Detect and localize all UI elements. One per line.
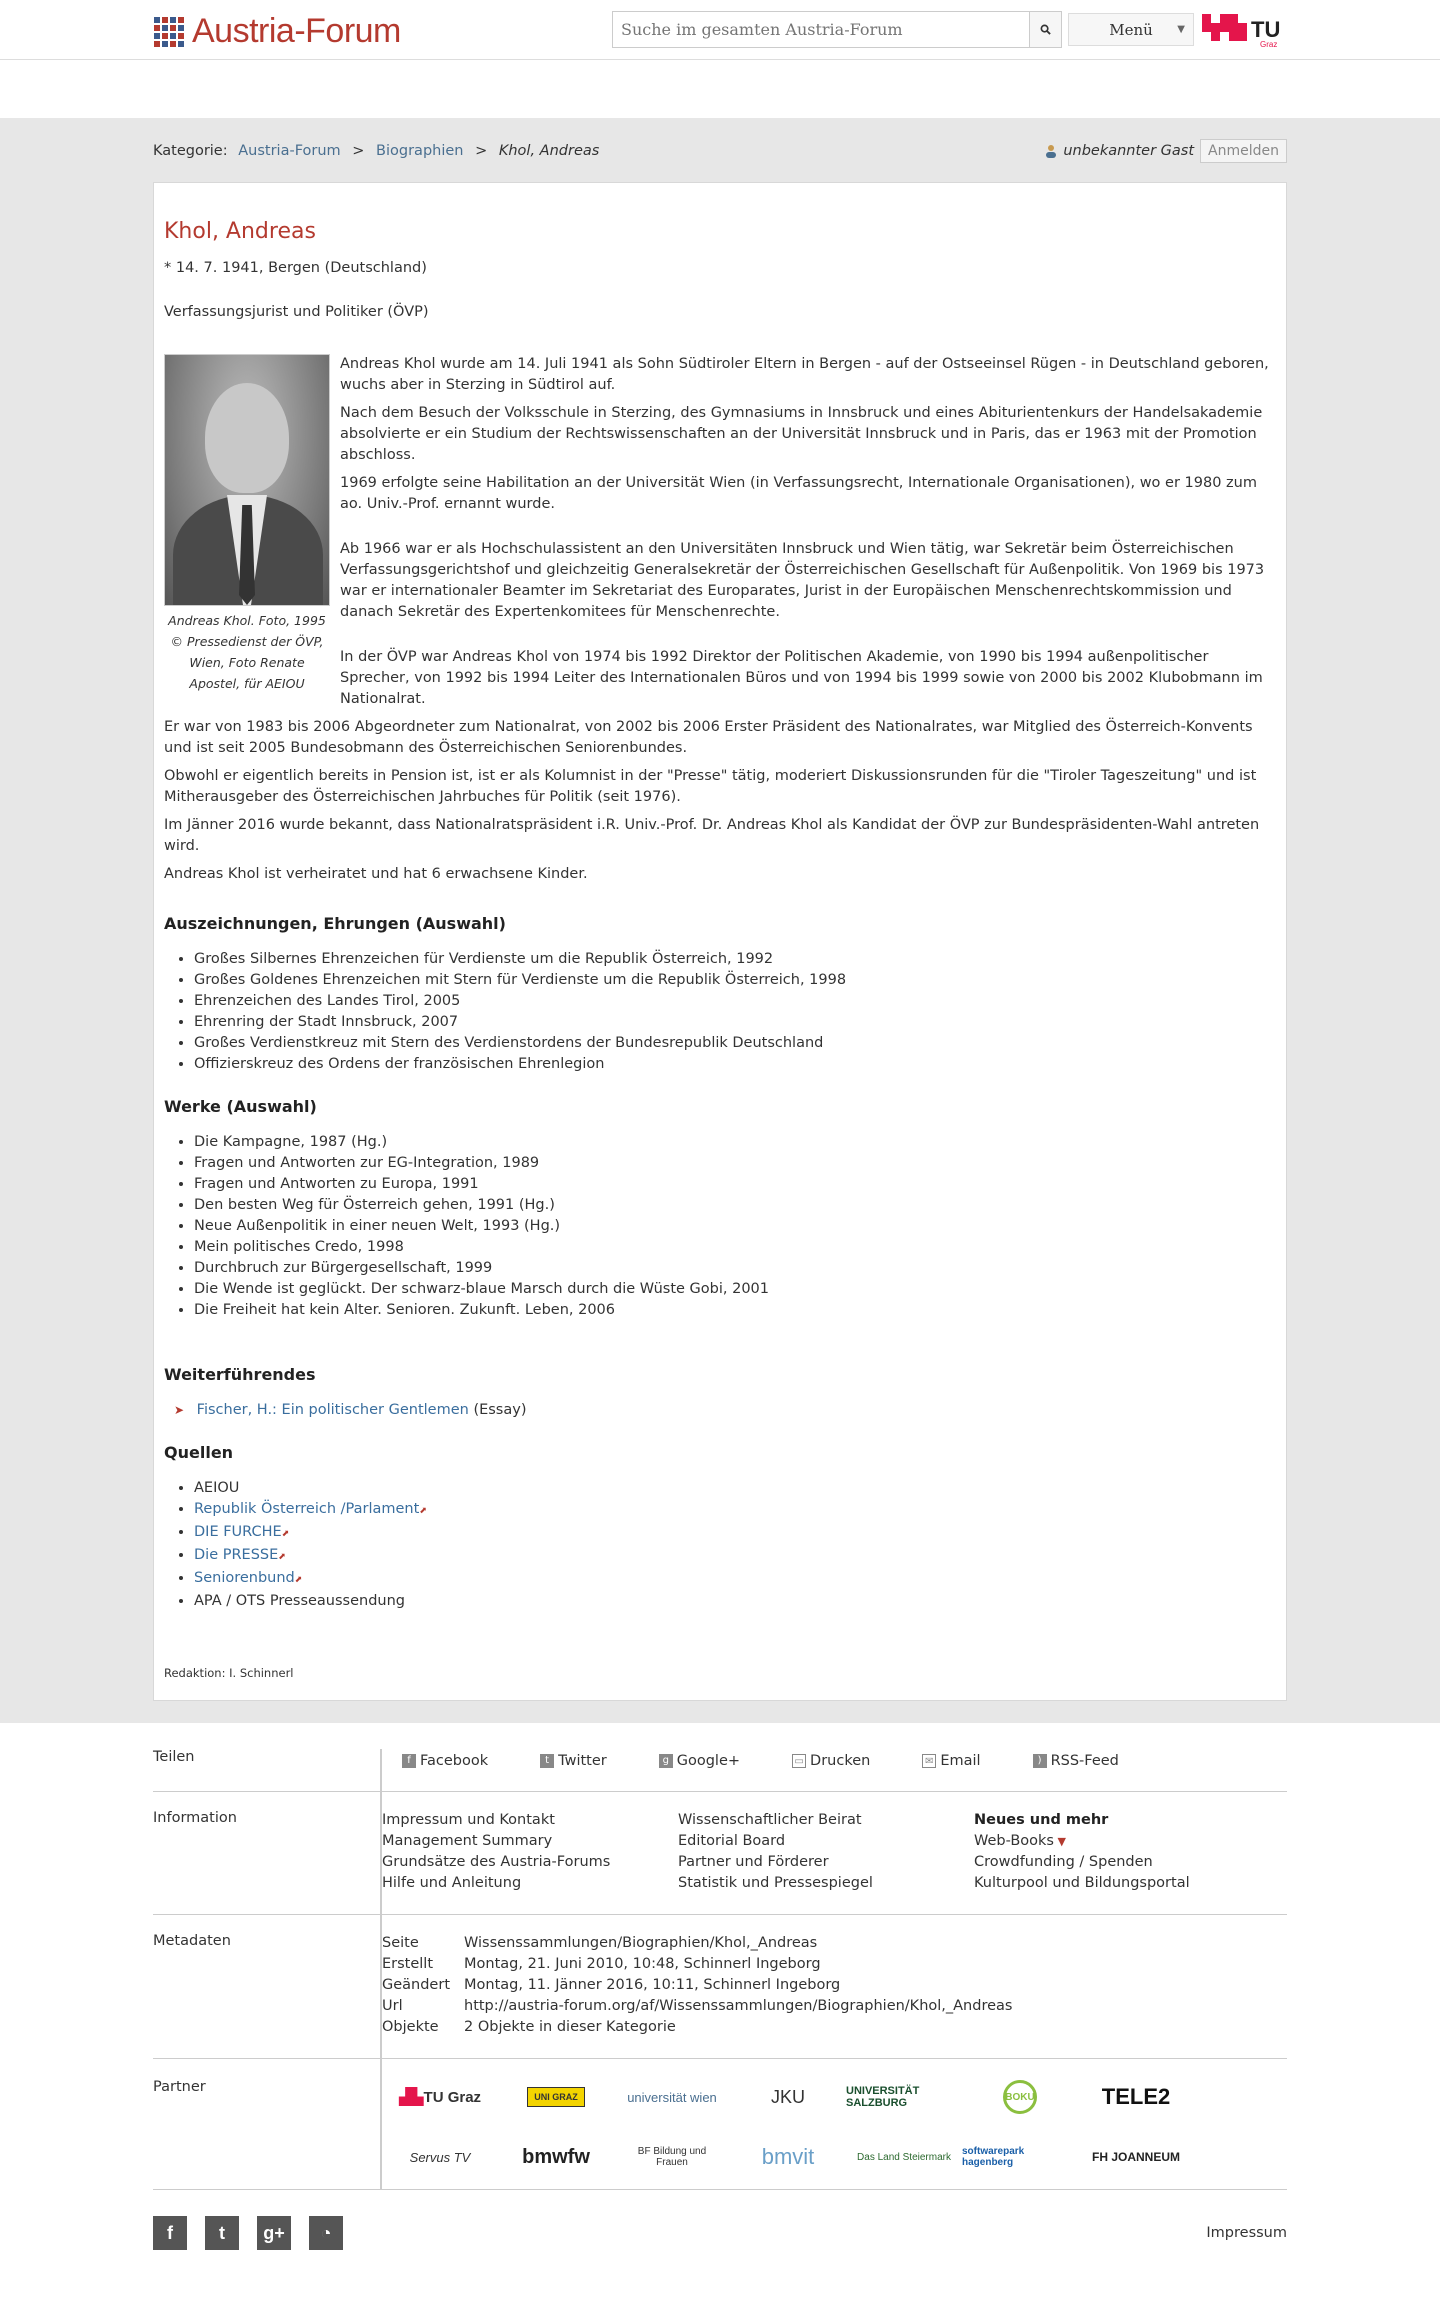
portrait-figure bbox=[164, 354, 330, 694]
sources-heading: Quellen bbox=[164, 1443, 234, 1462]
list-item: • Mein politisches Credo, 1998 bbox=[194, 1237, 1276, 1258]
table-row: Url http://austria-forum.org/af/Wissenssammlungen/Biographien/Khol,_Andreas bbox=[382, 1998, 1013, 2014]
partner-logo-fhjoanneum[interactable]: FH JOANNEUM bbox=[1091, 2150, 1180, 2164]
impressum-link[interactable]: Impressum bbox=[1206, 2225, 1287, 2241]
paragraph: In der ÖVP war Andreas Khol von 1974 bis 1992 Direktor der Politischen Akademie, von 1990 bis 1994 außenpolitischer Sprecher, von 1992 bis 1994 Leiter des Internationalen Büros und von 1994 bis 1999 sowie von 2000 bis 2002 Klubobmann im Nationalrat. bbox=[340, 649, 1263, 707]
info-label: Information bbox=[153, 1810, 237, 1826]
caption-line: © Pressedienst der ÖVP, Wien, Foto Renate Apostel, für AEIOU bbox=[170, 634, 324, 691]
footer-link[interactable]: Wissenschaftlicher Beirat bbox=[678, 1812, 862, 1828]
list-item: • Großes Verdienstkreuz mit Stern des Verdienstordens der Bundesrepublik Deutschland bbox=[194, 1033, 1276, 1054]
menu-button[interactable] bbox=[1068, 13, 1194, 46]
tu-blocks-icon bbox=[1202, 14, 1247, 41]
sources-list bbox=[194, 1478, 1276, 1612]
awards-heading: Auszeichnungen, Ehrungen (Auswahl) bbox=[164, 914, 506, 933]
meta-label: Metadaten bbox=[153, 1933, 231, 1949]
search-button[interactable] bbox=[1029, 12, 1061, 47]
info-row bbox=[153, 1792, 1287, 1915]
list-item bbox=[174, 1400, 1276, 1421]
list-item: • Neue Außenpolitik in einer neuen Welt, 1993 (Hg.) bbox=[194, 1216, 1276, 1237]
further-heading: Weiterführendes bbox=[164, 1365, 316, 1384]
list-item: • Fragen und Antworten zu Europa, 1991 bbox=[194, 1174, 1276, 1195]
partner-logos bbox=[380, 2059, 1287, 2189]
menu-label: Menü bbox=[1109, 20, 1153, 39]
logo-grid-icon bbox=[154, 17, 184, 47]
paragraph: 1969 erfolgte seine Habilitation an der Universität Wien (in Verfassungsrecht, Internationale Organisationen), wo er 1980 zum ao. Univ.-Prof. ernannt wurde. bbox=[340, 475, 1257, 512]
list-item: • Offizierskreuz des Ordens der französischen Ehrenlegion bbox=[194, 1054, 1276, 1075]
user-area bbox=[1045, 139, 1287, 163]
table-row: Objekte 2 Objekte in dieser Kategorie bbox=[382, 2019, 676, 2035]
list-item bbox=[194, 1522, 1276, 1545]
footer-link[interactable]: Management Summary bbox=[382, 1833, 553, 1849]
breadcrumb bbox=[153, 143, 599, 159]
partner-logo-unigraz[interactable]: UNI GRAZ bbox=[498, 2079, 614, 2115]
share-facebook[interactable]: f Facebook bbox=[402, 1753, 488, 1769]
article-body bbox=[164, 354, 1276, 892]
table-row: Geändert Montag, 11. Jänner 2016, 10:11, Schinnerl Ingeborg bbox=[382, 1977, 841, 1993]
logo-text: Austria-Forum bbox=[192, 12, 401, 50]
partner-logo-bmwfw[interactable]: bmwfw bbox=[522, 2145, 590, 2168]
footer-link[interactable]: Hilfe und Anleitung bbox=[382, 1875, 522, 1891]
meta-info bbox=[380, 1915, 1287, 2058]
search-icon bbox=[1040, 24, 1051, 35]
list-item: • Die Kampagne, 1987 (Hg.) bbox=[194, 1132, 1276, 1153]
share-print[interactable]: ▭ Drucken bbox=[792, 1753, 870, 1769]
list-item: • Die Wende ist geglückt. Der schwarz-blaue Marsch durch die Wüste Gobi, 2001 bbox=[194, 1279, 1276, 1300]
partner-logo-bmvit[interactable]: bmvit bbox=[761, 2144, 815, 2169]
external-link-icon: ⬈ bbox=[294, 1575, 303, 1585]
share-email[interactable]: ✉ Email bbox=[922, 1753, 980, 1769]
share-rss[interactable]: ) RSS-Feed bbox=[1033, 1753, 1119, 1769]
partner-logo-tugraz[interactable]: ▟▙ TU Graz bbox=[398, 2088, 482, 2106]
caption-line: Andreas Khol. Foto, 1995 bbox=[168, 613, 326, 628]
google-plus-icon: g bbox=[659, 1754, 673, 1768]
works-list bbox=[194, 1132, 1276, 1321]
footer bbox=[153, 1723, 1287, 2190]
portrait-caption bbox=[164, 610, 330, 694]
search-input[interactable] bbox=[613, 12, 1029, 47]
partner-logo-bmbf[interactable]: BF Bildung und Frauen bbox=[637, 2146, 707, 2168]
list-item: • Fragen und Antworten zur EG-Integration, 1989 bbox=[194, 1153, 1276, 1174]
bottom-bar bbox=[153, 2190, 1287, 2290]
footer-link[interactable]: Grundsätze des Austria-Forums bbox=[382, 1854, 611, 1870]
paragraph: Obwohl er eigentlich bereits in Pension ist, ist er als Kolumnist in der "Presse" tätig, moderiert Diskussionsrunden für die "Tiroler Tageszeitung" und ist Mitherausgeber des Österreichischen Jahrbuches für Politik (seit 1976). bbox=[164, 768, 1257, 805]
portrait-photo[interactable] bbox=[164, 354, 330, 606]
source-link[interactable]: Die PRESSE bbox=[194, 1547, 279, 1563]
footer-link[interactable]: Statistik und Pressespiegel bbox=[678, 1875, 873, 1891]
print-icon: ▭ bbox=[792, 1754, 806, 1768]
works-heading: Werke (Auswahl) bbox=[164, 1097, 317, 1116]
tu-text: TU bbox=[1251, 17, 1281, 42]
top-bar bbox=[0, 0, 1440, 60]
partner-label: Partner bbox=[153, 2079, 206, 2095]
tu-graz-logo[interactable] bbox=[1202, 14, 1281, 49]
list-item: • Durchbruch zur Bürgergesellschaft, 1999 bbox=[194, 1258, 1276, 1279]
meta-row bbox=[153, 1915, 1287, 2059]
table-row: Seite Wissenssammlungen/Biographien/Khol,_Andreas bbox=[382, 1935, 818, 1951]
caret-down-icon: ▼ bbox=[1177, 24, 1185, 35]
social-icons bbox=[153, 2216, 343, 2250]
list-item: • Den besten Weg für Österreich gehen, 1991 (Hg.) bbox=[194, 1195, 1276, 1216]
source-link[interactable]: Seniorenbund bbox=[194, 1570, 295, 1586]
twitter-icon[interactable]: t bbox=[205, 2216, 239, 2250]
footer-link[interactable]: Web-Books ▼ bbox=[974, 1833, 1066, 1849]
footer-link[interactable]: Kulturpool und Bildungsportal bbox=[974, 1875, 1190, 1891]
list-item bbox=[194, 1499, 1276, 1522]
partner-logo-uniwien[interactable]: universität wien bbox=[627, 2089, 717, 2105]
rss-icon[interactable]: ◔ bbox=[309, 2216, 343, 2250]
page-title: Khol, Andreas bbox=[164, 219, 316, 244]
info-column bbox=[678, 1810, 974, 1894]
external-link-icon: ⬈ bbox=[278, 1552, 286, 1562]
partner-row bbox=[153, 2059, 1287, 2190]
share-links bbox=[380, 1749, 1287, 1791]
share-label: Teilen bbox=[153, 1749, 195, 1765]
awards-list bbox=[194, 949, 1276, 1075]
partner-logo-steiermark[interactable]: Das Land Steiermark bbox=[857, 2151, 951, 2163]
list-item: • Großes Goldenes Ehrenzeichen mit Stern für Verdienste um die Republik Österreich, 1998 bbox=[194, 970, 1276, 991]
article-card bbox=[153, 182, 1287, 1701]
rss-icon: ) bbox=[1033, 1754, 1047, 1768]
share-row bbox=[153, 1749, 1287, 1792]
paragraph: Ab 1966 war er als Hochschulassistent an den Universitäten Innsbruck und Wien tätig, war Sekretär beim Österreichischen Verfassungsgerichtshof und gleichzeitig Generalsekretär der Österreichischen Gesellschaft für Außenpolitik. Von 1969 bis 1973 war er internationaler Beamter im Sekretariat des Europarates, Jurist in der Europäischen Menschenrechtskommission und danach Sekretär des Expertenkomitees für Menschenrechte. bbox=[340, 541, 1265, 620]
partner-logo-servustv[interactable]: Servus TV bbox=[409, 2149, 471, 2165]
search-box bbox=[612, 11, 1062, 48]
tu-sub-text: Graz bbox=[1260, 40, 1278, 49]
partner-logo-unisalzburg[interactable]: UNIVERSITÄT SALZBURG bbox=[846, 2085, 920, 2109]
facebook-icon: f bbox=[402, 1754, 416, 1768]
main-band bbox=[0, 118, 1440, 1723]
breadcrumb-link-biographien[interactable]: Biographien bbox=[376, 143, 464, 159]
footer-link[interactable]: Partner und Förderer bbox=[678, 1854, 829, 1870]
further-link[interactable]: Fischer, H.: Ein politischer Gentlemen bbox=[196, 1402, 469, 1418]
footer-link[interactable]: Editorial Board bbox=[678, 1833, 786, 1849]
paragraph: Andreas Khol ist verheiratet und hat 6 erwachsene Kinder. bbox=[164, 866, 588, 882]
list-item: • Die Freiheit hat kein Alter. Senioren. Zukunft. Leben, 2006 bbox=[194, 1300, 1276, 1321]
partner-logo-jku[interactable]: JKU bbox=[770, 2086, 805, 2107]
breadcrumb-prefix: Kategorie: bbox=[153, 143, 228, 159]
list-item: • Ehrenzeichen des Landes Tirol, 2005 bbox=[194, 991, 1276, 1012]
share-twitter[interactable]: t Twitter bbox=[540, 1753, 607, 1769]
paragraph: Andreas Khol wurde am 14. Juli 1941 als Sohn Südtiroler Eltern in Bergen - auf der Ostseeinsel Rügen - in Deutschland geboren, wuchs aber in Sterzing in Südtirol auf. bbox=[340, 356, 1269, 393]
user-name: unbekannter Gast bbox=[1063, 143, 1195, 159]
breadcrumb-separator: > bbox=[352, 143, 365, 159]
info-column bbox=[382, 1810, 678, 1894]
austria-forum-logo[interactable] bbox=[154, 12, 401, 51]
external-link-icon: ⬈ bbox=[281, 1529, 290, 1539]
meta-table bbox=[382, 1933, 1012, 2038]
list-item: • Großes Silbernes Ehrenzeichen für Verdienste um die Republik Österreich, 1992 bbox=[194, 949, 1276, 970]
further-suffix: (Essay) bbox=[473, 1402, 527, 1418]
facebook-icon[interactable]: f bbox=[153, 2216, 187, 2250]
email-icon: ✉ bbox=[922, 1754, 936, 1768]
paragraph: Nach dem Besuch der Volksschule in Sterzing, des Gymnasiums in Innsbruck und eines Abiturientenkurs der Handelsakademie absolvierte er ein Studium der Rechtswissenschaften an der Universität Innsbruck und in Paris, das er 1963 mit der Promotion abschloss. bbox=[340, 405, 1263, 463]
paragraph: Er war von 1983 bis 2006 Abgeordneter zum Nationalrat, von 2002 bis 2006 Erster Präsident des Nationalrates, war Mitglied des Österreich-Konvents und ist seit 2005 Bundesobmann des Österreichischen Seniorenbundes. bbox=[164, 719, 1253, 756]
role-info: Verfassungsjurist und Politiker (ÖVP) bbox=[164, 304, 429, 320]
web-books-icon: ▼ bbox=[1053, 1835, 1066, 1848]
redaktion-note: Redaktion: I. Schinnerl bbox=[164, 1666, 294, 1680]
breadcrumb-separator: > bbox=[475, 143, 488, 159]
info-links bbox=[380, 1792, 1287, 1914]
footer-link[interactable]: Impressum und Kontakt bbox=[382, 1812, 555, 1828]
list-item bbox=[194, 1545, 1276, 1568]
external-link-icon: ⬈ bbox=[419, 1506, 427, 1516]
breadcrumb-current: Khol, Andreas bbox=[498, 143, 600, 159]
table-row: Erstellt Montag, 21. Juni 2010, 10:48, Schinnerl Ingeborg bbox=[382, 1956, 821, 1972]
twitter-icon: t bbox=[540, 1754, 554, 1768]
breadcrumb-link-austria-forum[interactable]: Austria-Forum bbox=[238, 143, 341, 159]
further-list bbox=[174, 1400, 1276, 1421]
paragraph: Im Jänner 2016 wurde bekannt, dass Nationalratspräsident i.R. Univ.-Prof. Dr. Andreas Khol als Kandidat der ÖVP zur Bundespräsidenten-Wahl antreten wird. bbox=[164, 817, 1260, 854]
birth-info: * 14. 7. 1941, Bergen (Deutschland) bbox=[164, 260, 427, 276]
partner-logo-tele2[interactable]: TELE2 bbox=[1101, 2084, 1171, 2109]
partner-logo-softwarepark[interactable]: softwarepark hagenberg bbox=[962, 2146, 1025, 2168]
info-column bbox=[974, 1810, 1270, 1894]
source-link[interactable]: Republik Österreich /Parlament bbox=[194, 1501, 420, 1517]
list-item: • APA / OTS Presseaussendung bbox=[194, 1591, 1276, 1612]
footer-link[interactable]: Crowdfunding / Spenden bbox=[974, 1854, 1153, 1870]
breadcrumb-row bbox=[153, 138, 1287, 164]
login-button[interactable]: Anmelden bbox=[1200, 139, 1287, 163]
user-icon bbox=[1045, 144, 1057, 158]
list-item: • Ehrenring der Stadt Innsbruck, 2007 bbox=[194, 1012, 1276, 1033]
info-column-heading: Neues und mehr bbox=[974, 1812, 1109, 1828]
share-google[interactable]: g Google+ bbox=[659, 1753, 740, 1769]
list-item: • AEIOU bbox=[194, 1478, 1276, 1499]
list-item bbox=[194, 1568, 1276, 1591]
partner-logo-boku[interactable]: BOKU bbox=[962, 2079, 1078, 2115]
source-link[interactable]: DIE FURCHE bbox=[194, 1524, 282, 1540]
google-plus-icon[interactable]: g+ bbox=[257, 2216, 291, 2250]
